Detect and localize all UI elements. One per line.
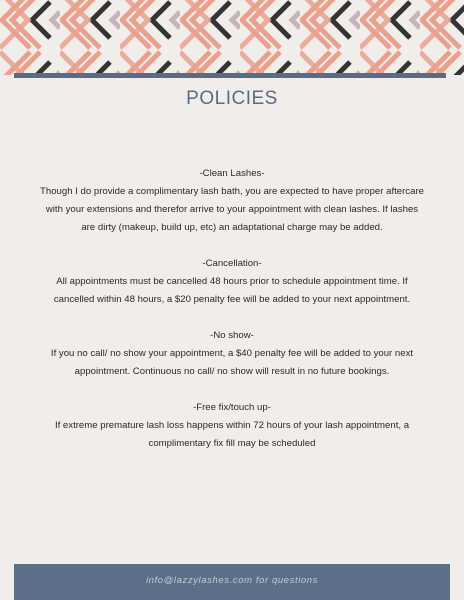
footer-contact-text[interactable]: info@lazzylashes.com for questions [145,575,319,586]
policy-heading: -No show- [210,330,254,341]
policy-body: If extreme premature lash loss happens within 72 hours of your lash appointment, a complimentary fix fill may be scheduled [54,420,410,449]
policy-heading: -Free fix/touch up- [193,402,271,413]
policy-heading: -Cancellation- [202,258,262,269]
policy-body: If you no call/ no show your appointment, a $40 penalty fee will be added to your next appointment. Continuous no call/ no show will result in no future bookings. [50,348,414,377]
policy-section-clean-lashes [40,165,424,237]
header-divider-bar [14,73,446,78]
policy-section-cancellation [40,255,424,309]
policies-list [40,165,424,471]
policy-section-no-show [40,327,424,381]
policy-body: All appointments must be cancelled 48 hours prior to schedule appointment time. If cancelled within 48 hours, a $20 penalty fee will be added to your next appointment. [53,276,411,305]
policy-heading: -Clean Lashes- [199,168,265,179]
policy-section-free-fix [40,399,424,453]
page-title: POLICIES [186,88,278,109]
footer-bar [14,564,450,600]
policy-body: Though I do provide a complimentary lash bath, you are expected to have proper aftercare with your extensions and therefor arrive to your appointment with clean lashes. If lashes are dirty (makeup, build up, etc) an adaptational charge may be added. [40,186,424,233]
header-pattern [0,0,464,75]
chevron-pattern-graphic [0,0,464,75]
